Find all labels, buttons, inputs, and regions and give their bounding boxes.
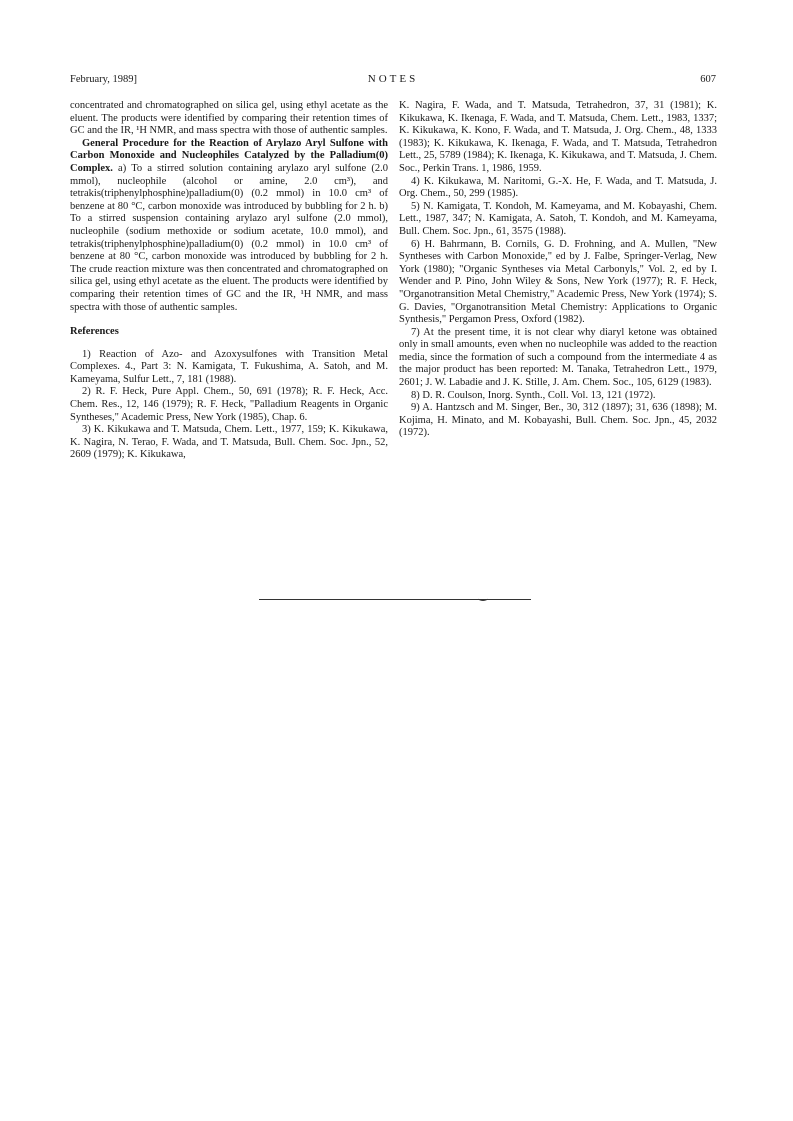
reference-3: 3) K. Kikukawa and T. Matsuda, Chem. Lett., 1977, 159; K. Kikukawa, K. Nagira, N. Terao, F. Wada, and T. Matsuda, Bull. Chem. Soc. Jpn., 52, 2609 (1979); K. Kikukawa, — [70, 424, 388, 461]
intro-paragraph: concentrated and chromatographed on silica gel, using ethyl acetate as the eluent. The products were identified by comparing their retention times of GC and the IR, ¹H NMR, and mass spectra with those of authentic samples. — [70, 100, 388, 137]
reference-4: 4) K. Kikukawa, M. Naritomi, G.-X. He, F. Wada, and T. Matsuda, J. Org. Chem., 50, 299 (1985). — [399, 175, 717, 200]
reference-3-continued: K. Nagira, F. Wada, and T. Matsuda, Tetrahedron, 37, 31 (1981); K. Kikukawa, K. Ikenaga, F. Wada, and T. Matsuda, Chem. Lett., 1983, 1337; K. Kikukawa, K. Kono, F. Wada, and T. Matsuda, J. Org. Chem., 48, 1333 (1983); K. Kikukawa, K. Ikenaga, F. Wada, and T. Matsuda, Tetrahedron Lett., 25, 5789 (1984); K. Ikenaga, K. Kikukawa, and T. Matsuda, J. Chem. Soc., Perkin Trans. 1, 1986, 1959. — [399, 100, 717, 174]
left-column — [70, 100, 388, 462]
header-section: NOTES — [367, 73, 419, 85]
reference-6: 6) H. Bahrmann, B. Cornils, G. D. Frohning, and A. Mullen, "New Syntheses with Carbon Monoxide," ed by J. Falbe, Springer-Verlag, New York (1980); "Organic Syntheses via Metal Carbonyls," Vol. 2, ed by I. Wender and P. Pino, John Wiley & Sons, New York (1977); R. F. Heck, "Organotransition Metal Chemistry," Academic Press, New York (1974); S. G. Davies, "Organotransition Metal Chemistry: Applications to Organic Synthesis," Pergamon Press, Oxford (1982). — [399, 238, 717, 326]
procedure-paragraph — [70, 138, 388, 314]
reference-7: 7) At the present time, it is not clear why diaryl ketone was obtained only in small amounts, even when no nucleophile was added to the reaction media, since the formation of such a compound from the intermediate 4 as the major product has been reported: M. Tanaka, Tetrahedron Lett., 1979, 2601; J. W. Labadie and J. K. Stille, J. Am. Chem. Soc., 105, 6129 (1983). — [399, 326, 717, 389]
reference-2: 2) R. F. Heck, Pure Appl. Chem., 50, 691 (1978); R. F. Heck, Acc. Chem. Res., 12, 146 (1979); R. F. Heck, "Palladium Reagents in Organic Syntheses," Academic Press, New York (1985), Chap. 6. — [70, 386, 388, 423]
end-rule-ornament — [478, 596, 488, 601]
reference-8: 8) D. R. Coulson, Inorg. Synth., Coll. Vol. 13, 121 (1972). — [411, 389, 656, 401]
header-date: February, 1989] — [70, 74, 137, 85]
procedure-title: General Procedure for the Reaction of Arylazo Aryl Sulfone with Carbon Monoxide and Nucleophiles Catalyzed by the Palladium(0) Complex. — [70, 137, 388, 174]
running-header — [70, 74, 716, 88]
reference-1: 1) Reaction of Azo- and Azoxysulfones with Transition Metal Complexes. 4., Part 3: N. Kamigata, T. Fukushima, A. Satoh, and M. Kameyama, Sulfur Lett., 7, 181 (1988). — [70, 348, 388, 385]
procedure-body: a) To a stirred solution containing arylazo aryl sulfone (2.0 mmol), nucleophile (alcohol or amine, 2.0 cm³), and tetrakis(triphenylphosphine)palladium(0) (0.2 mmol) in 10.0 cm³ of benzene at 80 °C, carbon monoxide was introduced by bubbling for 2 h. b) To a stirred suspension containing arylazo aryl sulfone (2.0 mmol), nucleophile (sodium methoxide or sodium acetate, 10.0 mmol), and tetrakis(triphenylphosphine)palladium(0) (0.2 mmol) in 10.0 cm³ of benzene at 80 °C, carbon monoxide was introduced by bubbling for 2 h. The crude reaction mixture was then concentrated and chromatographed on silica gel, using ethyl acetate as the eluent. The products were identified by comparing their retention times of GC and the IR, ¹H NMR, and mass spectra with those of authentic samples. — [70, 162, 388, 313]
right-column — [399, 100, 717, 440]
references-heading: References — [70, 326, 119, 338]
reference-5: 5) N. Kamigata, T. Kondoh, M. Kameyama, and M. Kobayashi, Chem. Lett., 1987, 347; N. Kamigata, A. Satoh, T. Kondoh, and M. Kameyama, Bull. Chem. Soc. Jpn., 61, 3575 (1988). — [399, 200, 717, 237]
end-rule — [259, 599, 531, 600]
page-number: 607 — [700, 74, 716, 85]
reference-9: 9) A. Hantzsch and M. Singer, Ber., 30, 312 (1897); 31, 636 (1898); M. Kojima, H. Minato, and M. Kobayashi, Bull. Chem. Soc. Jpn., 45, 2032 (1972). — [399, 402, 717, 439]
